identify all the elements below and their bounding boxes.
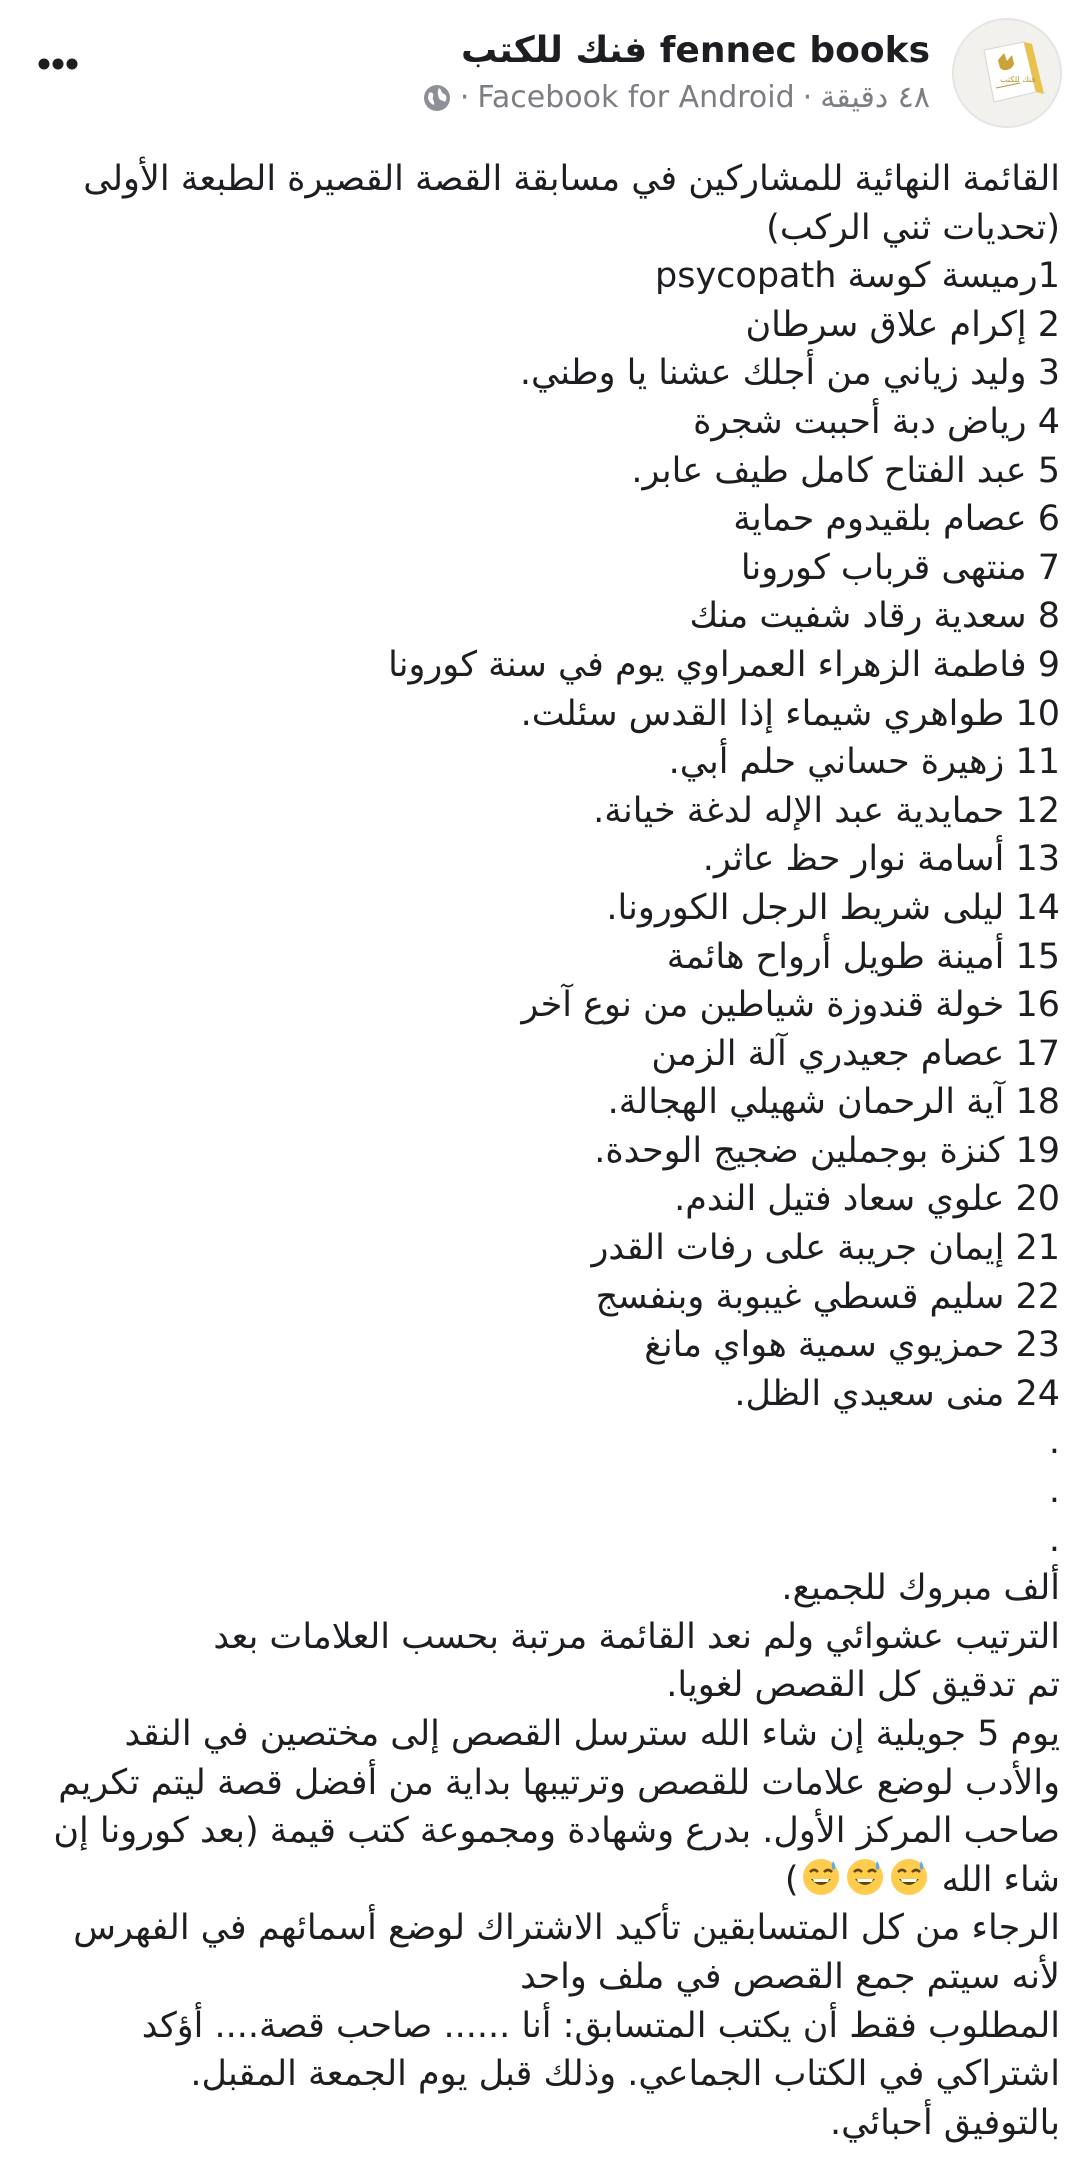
- paragraph-july-end: ): [784, 1859, 799, 1900]
- dot-line: .: [1048, 1471, 1060, 1512]
- list-item: 14 ليلى شريط الرجل الكورونا.: [606, 887, 1060, 928]
- list-item: 20 علوي سعاد فتيل الندم.: [674, 1179, 1060, 1220]
- post-header: [0, 0, 1080, 150]
- list-item: 12 حمايدية عبد الإله لدغة خيانة.: [593, 790, 1060, 831]
- sweat-smile-emoji-icon: [845, 1857, 885, 1897]
- paragraph-july-text: يوم 5 جويلية إن شاء الله سترسل القصص إلى مختصين في النقد والأدب لوضع علامات للقصص وترتيبها بداية من أفضل قصة ليتم تكريم صاحب المركز الأول. بدرع وشهادة ومجموعة كتب قيمة (بعد كورونا إن شاء الله: [53, 1714, 1060, 1900]
- list-item: 17 عصام جعيدري آلة الزمن: [651, 1033, 1060, 1074]
- list-item: 10 طواهري شيماء إذا القدس سئلت.: [520, 693, 1060, 734]
- page-avatar[interactable]: [952, 18, 1062, 128]
- post-line: القائمة النهائية للمشاركين في مسابقة القصة القصيرة الطبعة الأولى: [83, 159, 1060, 199]
- list-item: 13 أسامة نوار حظ عاثر.: [702, 839, 1060, 880]
- post-line: الترتيب عشوائي ولم نعد القائمة مرتبة بحسب العلامات بعد: [213, 1616, 1060, 1657]
- closing-line: بالتوفيق أحبائي.: [830, 2102, 1060, 2143]
- fennec-logo-icon: [954, 20, 1060, 126]
- sweat-smile-emoji-icon: [889, 1857, 929, 1897]
- dot-line: .: [1048, 1519, 1060, 1560]
- page-name-link[interactable]: فنك للكتب fennec books: [460, 30, 930, 71]
- post-line: (تحديات ثني الركب): [766, 207, 1060, 248]
- list-item: 7 منتهى قرباب كورونا: [740, 547, 1060, 588]
- post-line: تم تدقيق كل القصص لغويا.: [666, 1665, 1060, 1706]
- list-item: 18 آية الرحمان شهيلي الهجالة.: [607, 1082, 1060, 1123]
- post-line: ألف مبروك للجميع.: [781, 1568, 1060, 1609]
- more-dots-icon: [38, 58, 78, 70]
- list-item: 19 كنزة بوجملين ضجيج الوحدة.: [594, 1130, 1060, 1171]
- post-meta: [422, 80, 930, 115]
- list-item: 9 فاطمة الزهراء العمراوي يوم في سنة كورونا: [388, 644, 1060, 685]
- list-item: 24 منى سعيدي الظل.: [734, 1373, 1060, 1414]
- post-time[interactable]: ٤٨ دقيقة: [820, 80, 930, 115]
- list-item: 5 عبد الفتاح كامل طيف عابر.: [631, 450, 1060, 491]
- meta-separator: ·: [459, 80, 470, 115]
- paragraph-july: [20, 1710, 1060, 1904]
- svg-text:فنك للكتب: فنك للكتب: [1000, 75, 1036, 84]
- meta-separator-2: ·: [802, 80, 813, 115]
- app-source-text: Facebook for Android: [477, 80, 795, 115]
- dot-line: .: [1048, 1422, 1060, 1463]
- list-item: 23 حمزيوي سمية هواي مانغ: [644, 1325, 1060, 1366]
- list-item: 3 وليد زياني من أجلك عشنا يا وطني.: [519, 353, 1060, 394]
- sweat-smile-emoji-icon: [801, 1857, 841, 1897]
- more-options-button[interactable]: [30, 44, 86, 84]
- list-item: 21 إيمان جريبة على رفات القدر: [591, 1228, 1060, 1269]
- paragraph-confirm: الرجاء من كل المتسابقين تأكيد الاشتراك لوضع أسمائهم في الفهرس لأنه سيتم جمع القصص في ملف واحد: [73, 1908, 1060, 1997]
- list-item: 16 خولة قندوزة شياطين من نوع آخر: [521, 985, 1060, 1026]
- list-item: 1رميسة كوسة psycopath: [655, 256, 1060, 297]
- list-item: 15 أمينة طويل أرواح هائمة: [666, 936, 1060, 977]
- list-item: 22 سليم قسطي غيبوبة وبنفسج: [595, 1276, 1060, 1317]
- paragraph-required: المطلوب فقط أن يكتب المتسابق: أنا ...... صاحب قصة.... أؤكد اشتراكي في الكتاب الجماعي. وذلك قبل يوم الجمعة المقبل.: [141, 2005, 1060, 2095]
- post-body: [20, 155, 1060, 2147]
- list-item: 6 عصام بلقيدوم حماية: [733, 499, 1060, 540]
- list-item: 8 سعدية رقاد شفيت منك: [689, 596, 1060, 637]
- list-item: 2 إكرام علاق سرطان: [745, 304, 1060, 345]
- globe-icon: [422, 83, 452, 113]
- list-item: 4 رياض دبة أحببت شجرة: [693, 401, 1060, 442]
- list-item: 11 زهيرة حساني حلم أبي.: [668, 742, 1060, 783]
